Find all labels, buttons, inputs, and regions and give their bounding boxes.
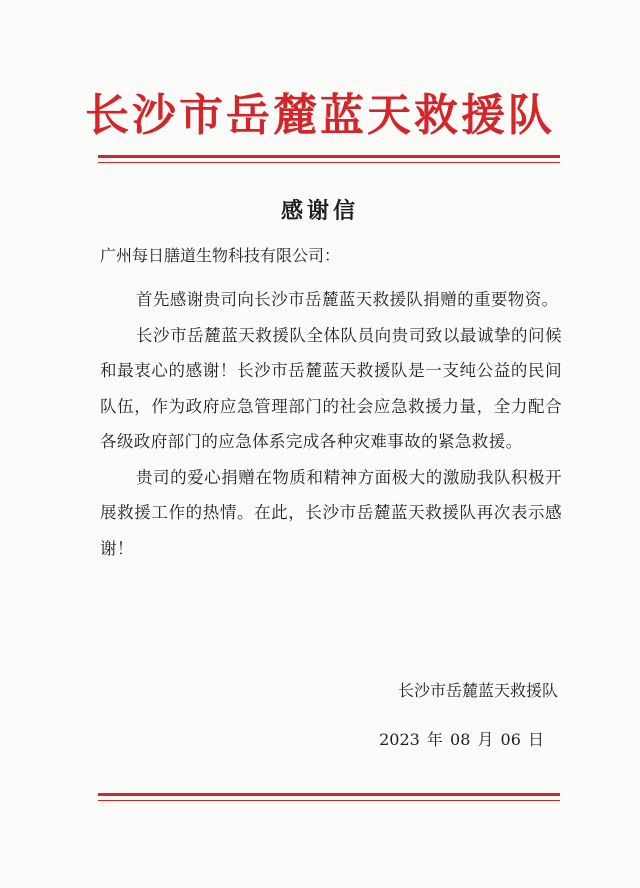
letter-date: 2023 年 08 月 06 日 <box>379 730 544 749</box>
letter-paragraph-1: 首先感谢贵司向长沙市岳麓蓝天救援队捐赠的重要物资。 <box>136 290 559 309</box>
header-rule-thin <box>98 162 560 163</box>
letter-body <box>100 282 562 566</box>
letter-salutation: 广州每日膳道生物科技有限公司： <box>100 246 341 265</box>
letter-paragraph-3: 贵司的爱心捐赠在物质和精神方面极大的激励我队积极开展救援工作的热情。在此，长沙市岳麓蓝天救援队再次表示感谢！ <box>100 467 562 558</box>
letterhead-org-name: 长沙市岳麓蓝天救援队 <box>85 90 555 141</box>
letter-signature: 长沙市岳麓蓝天救援队 <box>397 681 558 700</box>
letter-paragraph-2: 长沙市岳麓蓝天救援队全体队员向贵司致以最诚挚的问候和最衷心的感谢！长沙市岳麓蓝天救援队是一支纯公益的民间队伍，作为政府应急管理部门的社会应急救援力量，全力配合各级政府部门的应急体系完成各种灾难事故的紧急救援。 <box>100 325 562 451</box>
footer-rule-thin <box>98 800 560 801</box>
header-rule-thick <box>98 155 560 158</box>
letter-title: 感谢信 <box>280 198 359 224</box>
footer-rule-thick <box>98 793 560 796</box>
